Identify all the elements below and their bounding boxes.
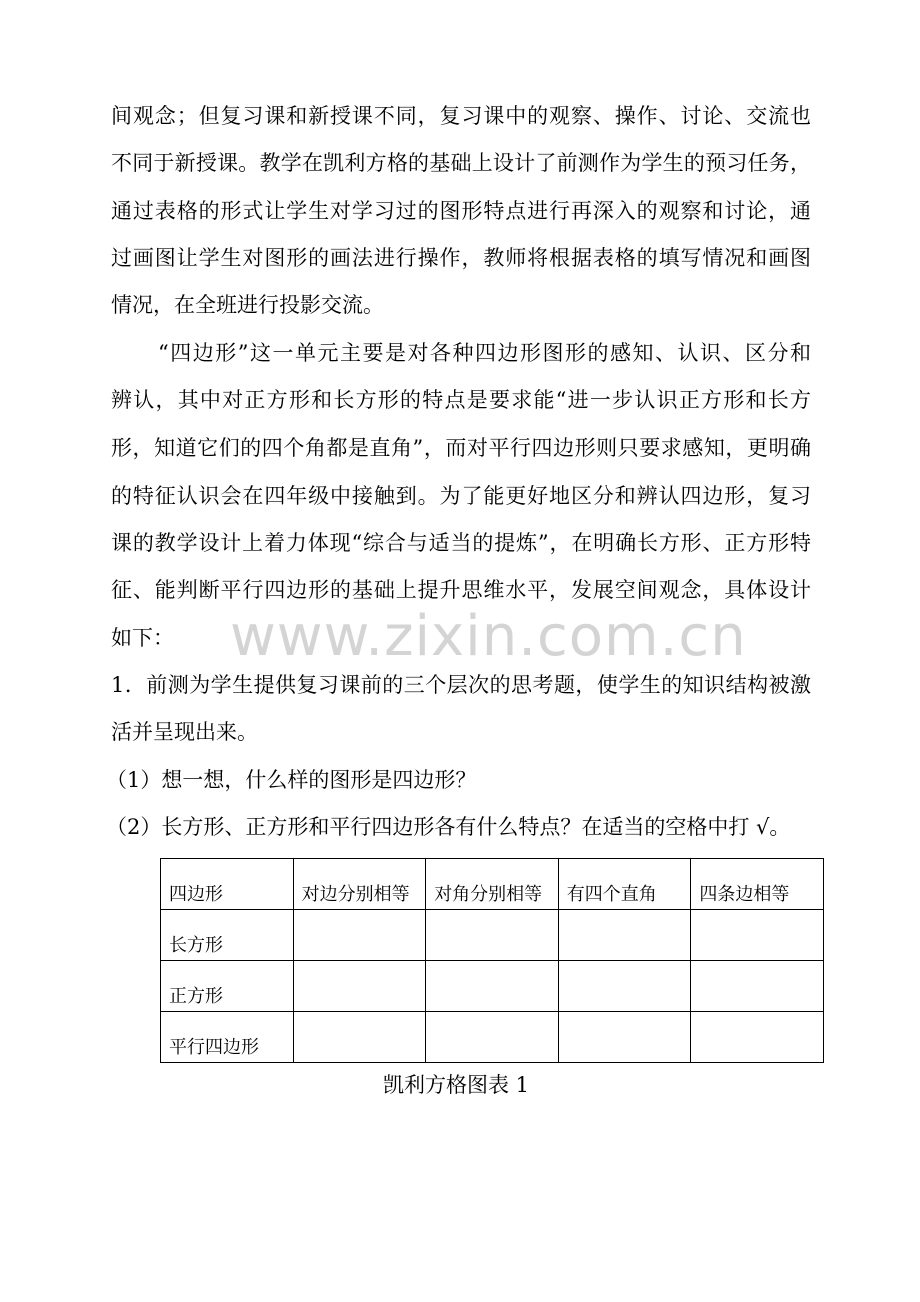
table-row	[161, 961, 824, 1012]
table-header-cell: 有四个直角	[558, 859, 691, 910]
kelly-grid-table	[160, 858, 824, 1063]
table-caption: 凯利方格图表 1	[383, 1073, 530, 1097]
question-2: （2）长方形、正方形和平行四边形各有什么特点？在适当的空格中打 √。	[106, 815, 791, 839]
table-header-cell: 对角分别相等	[426, 859, 559, 910]
table-cell	[426, 961, 559, 1012]
table-cell	[293, 961, 426, 1012]
table-header-row	[161, 859, 824, 910]
watermark: www.zixin.com.cn	[230, 604, 747, 669]
paragraph-line: 过画图让学生对图形的画法进行操作，教师将根据表格的填写情况和画图	[111, 246, 811, 270]
paragraph-line: 的特征认识会在四年级中接触到。为了能更好地区分和辨认四边形，复习	[111, 484, 811, 508]
paragraph-line: “四边形”这一单元主要是对各种四边形图形的感知、认识、区分和	[158, 341, 811, 365]
row-label-cell: 平行四边形	[161, 1012, 294, 1063]
paragraph-line: 间观念；但复习课和新授课不同，复习课中的观察、操作、讨论、交流也	[111, 104, 811, 128]
paragraph-line: 情况，在全班进行投影交流。	[111, 293, 384, 317]
table-cell	[293, 910, 426, 961]
list-item-line: 活并呈现出来。	[111, 720, 258, 744]
table-cell	[293, 1012, 426, 1063]
row-label-cell: 长方形	[161, 910, 294, 961]
paragraph-line: 征、能判断平行四边形的基础上提升思维水平，发展空间观念，具体设计	[111, 578, 811, 602]
row-label-cell: 正方形	[161, 961, 294, 1012]
table-cell	[691, 910, 824, 961]
paragraph-line: 辨认，其中对正方形和长方形的特点是要求能“进一步认识正方形和长方	[111, 388, 811, 412]
question-1: （1）想一想，什么样的图形是四边形？	[106, 768, 477, 792]
table-header-cell: 四条边相等	[691, 859, 824, 910]
list-item-line: 1．前测为学生提供复习课前的三个层次的思考题，使学生的知识结构被激	[111, 673, 811, 697]
paragraph-line: 不同于新授课。教学在凯利方格的基础上设计了前测作为学生的预习任务，	[111, 151, 811, 175]
paragraph-line: 如下：	[111, 626, 174, 650]
table-cell	[691, 961, 824, 1012]
table-cell	[426, 1012, 559, 1063]
table-cell	[558, 910, 691, 961]
table-cell	[426, 910, 559, 961]
table-header-cell: 四边形	[161, 859, 294, 910]
table-row	[161, 1012, 824, 1063]
table-cell	[691, 1012, 824, 1063]
table-header-cell: 对边分别相等	[293, 859, 426, 910]
paragraph-line: 形，知道它们的四个角都是直角”，而对平行四边形则只要求感知，更明确	[111, 436, 811, 460]
table-row	[161, 910, 824, 961]
table-cell	[558, 961, 691, 1012]
paragraph-line: 课的教学设计上着力体现“综合与适当的提炼”，在明确长方形、正方形特	[111, 531, 811, 555]
table-cell	[558, 1012, 691, 1063]
paragraph-line: 通过表格的形式让学生对学习过的图形特点进行再深入的观察和讨论，通	[111, 199, 811, 223]
